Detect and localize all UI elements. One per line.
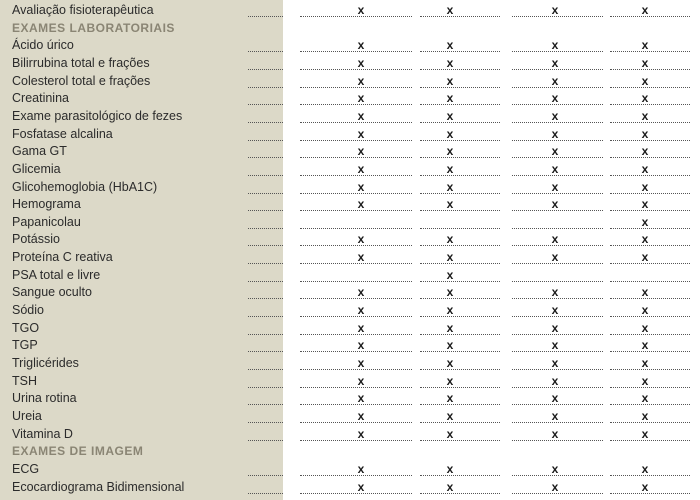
dotted-leader-line [248, 175, 283, 176]
dotted-leader-line [248, 263, 283, 264]
exam-name: Avaliação fisioterapêutica [12, 3, 154, 17]
check-mark-col-4: x [641, 232, 649, 247]
table-row [0, 178, 700, 196]
section-title: EXAMES LABORATORIAIS [12, 20, 175, 35]
check-mark-col-2: x [446, 267, 454, 282]
check-mark-col-4: x [641, 338, 649, 353]
check-mark-col-1: x [357, 197, 365, 212]
dotted-leader-line [420, 175, 500, 176]
check-mark-col-4: x [641, 73, 649, 88]
check-mark-col-1: x [357, 320, 365, 335]
dotted-leader-line [248, 140, 283, 141]
dotted-leader-line [420, 228, 500, 229]
dotted-leader-line [420, 404, 500, 405]
exam-name: Glicohemoglobia (HbA1C) [12, 179, 158, 194]
dotted-leader-line [420, 87, 500, 88]
exam-name: Glicemia [12, 161, 61, 176]
check-mark-col-3: x [551, 73, 559, 88]
exam-name: Bilirrubina total e frações [12, 55, 150, 70]
check-mark-col-1: x [357, 161, 365, 176]
check-mark-col-3: x [551, 479, 559, 494]
dotted-leader-line [248, 104, 283, 105]
check-mark-col-1: x [357, 55, 365, 70]
exam-name: Potássio [12, 232, 60, 247]
dotted-leader-line [248, 228, 283, 229]
section-header-row [0, 19, 700, 37]
check-mark-col-4: x [641, 426, 649, 441]
check-mark-col-2: x [446, 126, 454, 141]
check-mark-col-4: x [641, 461, 649, 476]
dotted-leader-line [420, 369, 500, 370]
table-row [0, 283, 700, 301]
table-row [0, 301, 700, 319]
table-row [0, 460, 700, 478]
check-mark-col-4: x [641, 214, 649, 229]
dotted-leader-line [420, 493, 500, 494]
dotted-leader-line [420, 157, 500, 158]
section-title: EXAMES DE IMAGEM [12, 444, 144, 459]
table-row [0, 319, 700, 337]
dotted-leader-line [300, 228, 412, 229]
dotted-leader-line [248, 157, 283, 158]
exam-name: TGO [12, 320, 40, 335]
check-mark-col-4: x [641, 320, 649, 335]
table-row [0, 36, 700, 54]
dotted-leader-line [420, 316, 500, 317]
check-mark-col-1: x [357, 479, 365, 494]
check-mark-col-2: x [446, 408, 454, 423]
dotted-leader-line [248, 316, 283, 317]
exam-name: Ácido úrico [12, 38, 74, 53]
check-mark-col-4: x [641, 179, 649, 194]
check-mark-col-3: x [551, 3, 559, 17]
check-mark-col-2: x [446, 320, 454, 335]
check-mark-col-4: x [641, 250, 649, 265]
exam-name: TSH [12, 373, 37, 388]
exam-name: Gama GT [12, 144, 67, 159]
check-mark-col-1: x [357, 38, 365, 53]
dotted-leader-line [248, 440, 283, 441]
check-mark-col-4: x [641, 126, 649, 141]
table-row [0, 125, 700, 143]
check-mark-col-4: x [641, 3, 649, 17]
check-mark-col-2: x [446, 3, 454, 17]
check-mark-col-1: x [357, 232, 365, 247]
dotted-leader-line [420, 475, 500, 476]
check-mark-col-2: x [446, 461, 454, 476]
exam-name: Sangue oculto [12, 285, 92, 300]
table-row [0, 1, 700, 19]
table-row [0, 142, 700, 160]
dotted-leader-line [248, 122, 283, 123]
check-mark-col-3: x [551, 232, 559, 247]
table-row [0, 89, 700, 107]
check-mark-col-4: x [641, 356, 649, 370]
dotted-leader-line [420, 51, 500, 52]
table-row [0, 389, 700, 407]
exam-name: Ureia [12, 408, 42, 423]
check-mark-col-3: x [551, 144, 559, 159]
check-mark-col-1: x [357, 144, 365, 159]
exam-name: Ecocardiograma Bidimensional [12, 479, 185, 494]
table-row [0, 372, 700, 390]
check-mark-col-3: x [551, 179, 559, 194]
table-row [0, 107, 700, 125]
check-mark-col-4: x [641, 303, 649, 318]
check-mark-col-1: x [357, 391, 365, 406]
check-mark-col-3: x [551, 338, 559, 353]
dotted-leader-line [420, 140, 500, 141]
dotted-leader-line [248, 281, 283, 282]
dotted-leader-line [248, 422, 283, 423]
table-row [0, 54, 700, 72]
section-header-row [0, 442, 700, 460]
check-mark-col-4: x [641, 373, 649, 388]
dotted-leader-line [248, 369, 283, 370]
check-mark-col-2: x [446, 232, 454, 247]
check-mark-col-1: x [357, 73, 365, 88]
dotted-leader-line [248, 387, 283, 388]
check-mark-col-3: x [551, 408, 559, 423]
check-mark-col-3: x [551, 197, 559, 212]
check-mark-col-3: x [551, 320, 559, 335]
dotted-leader-line [248, 210, 283, 211]
dotted-leader-line [248, 51, 283, 52]
exam-name: Colesterol total e frações [12, 73, 151, 88]
dotted-leader-line [420, 122, 500, 123]
dotted-leader-line [420, 69, 500, 70]
check-mark-col-2: x [446, 108, 454, 123]
check-mark-col-3: x [551, 373, 559, 388]
dotted-leader-line [512, 228, 603, 229]
check-mark-col-1: x [357, 373, 365, 388]
dotted-leader-line [248, 193, 283, 194]
table-row [0, 478, 700, 496]
exam-name: ECG [12, 461, 40, 476]
dotted-leader-line [420, 334, 500, 335]
check-mark-col-3: x [551, 303, 559, 318]
check-mark-col-2: x [446, 55, 454, 70]
check-mark-col-2: x [446, 356, 454, 370]
exam-name: Urina rotina [12, 391, 77, 406]
table-row [0, 160, 700, 178]
check-mark-col-3: x [551, 126, 559, 141]
check-mark-col-2: x [446, 303, 454, 318]
check-mark-col-1: x [357, 338, 365, 353]
exam-name: PSA total e livre [12, 267, 101, 282]
check-mark-col-1: x [357, 250, 365, 265]
table-row [0, 266, 700, 284]
exam-name: Proteína C reativa [12, 250, 113, 265]
check-mark-col-1: x [357, 356, 365, 370]
check-mark-col-1: x [357, 108, 365, 123]
check-mark-col-3: x [551, 55, 559, 70]
check-mark-col-3: x [551, 38, 559, 53]
check-mark-col-4: x [641, 161, 649, 176]
check-mark-col-2: x [446, 338, 454, 353]
table-row [0, 213, 700, 231]
check-mark-col-2: x [446, 197, 454, 212]
check-mark-col-1: x [357, 426, 365, 441]
check-mark-col-2: x [446, 391, 454, 406]
check-mark-col-4: x [641, 55, 649, 70]
dotted-leader-line [248, 298, 283, 299]
dotted-leader-line [512, 281, 603, 282]
check-mark-col-4: x [641, 108, 649, 123]
dotted-leader-line [248, 351, 283, 352]
dotted-leader-line [610, 281, 690, 282]
dotted-leader-line [300, 281, 412, 282]
check-mark-col-2: x [446, 73, 454, 88]
check-mark-col-3: x [551, 161, 559, 176]
check-mark-col-3: x [551, 91, 559, 106]
check-mark-col-4: x [641, 38, 649, 53]
dotted-leader-line [420, 16, 500, 17]
dotted-leader-line [248, 16, 283, 17]
check-mark-col-2: x [446, 144, 454, 159]
table-row [0, 336, 700, 354]
check-mark-col-1: x [357, 303, 365, 318]
check-mark-col-4: x [641, 408, 649, 423]
dotted-leader-line [420, 104, 500, 105]
check-mark-col-1: x [357, 3, 365, 17]
table-row [0, 425, 700, 443]
exam-name: Fosfatase alcalina [12, 126, 113, 141]
dotted-leader-line [248, 87, 283, 88]
exam-name: Vitamina D [12, 426, 73, 441]
check-mark-col-4: x [641, 197, 649, 212]
check-mark-col-3: x [551, 356, 559, 370]
dotted-leader-line [248, 404, 283, 405]
dotted-leader-line [420, 263, 500, 264]
exam-name: Papanicolau [12, 214, 81, 229]
check-mark-col-3: x [551, 426, 559, 441]
dotted-leader-line [420, 387, 500, 388]
check-mark-col-3: x [551, 391, 559, 406]
check-mark-col-3: x [551, 108, 559, 123]
check-mark-col-4: x [641, 144, 649, 159]
check-mark-col-1: x [357, 461, 365, 476]
dotted-leader-line [420, 298, 500, 299]
check-mark-col-3: x [551, 461, 559, 476]
exam-name: Exame parasitológico de fezes [12, 108, 183, 123]
check-mark-col-2: x [446, 426, 454, 441]
dotted-leader-line [420, 440, 500, 441]
check-mark-col-1: x [357, 179, 365, 194]
table-row [0, 195, 700, 213]
exam-name: Triglicérides [12, 356, 79, 370]
table-row [0, 72, 700, 90]
check-mark-col-1: x [357, 126, 365, 141]
table-row [0, 354, 700, 372]
dotted-leader-line [248, 493, 283, 494]
check-mark-col-4: x [641, 479, 649, 494]
dotted-leader-line [248, 475, 283, 476]
exam-name: Hemograma [12, 197, 81, 212]
check-mark-col-2: x [446, 373, 454, 388]
exam-name: TGP [12, 338, 38, 353]
dotted-leader-line [420, 193, 500, 194]
check-mark-col-2: x [446, 38, 454, 53]
dotted-leader-line [248, 245, 283, 246]
check-mark-col-2: x [446, 285, 454, 300]
check-mark-col-4: x [641, 285, 649, 300]
check-mark-col-2: x [446, 479, 454, 494]
dotted-leader-line [420, 422, 500, 423]
table-row [0, 230, 700, 248]
table-row [0, 407, 700, 425]
dotted-leader-line [420, 281, 500, 282]
exam-name: Sódio [12, 303, 44, 318]
dotted-leader-line [420, 245, 500, 246]
check-mark-col-2: x [446, 161, 454, 176]
dotted-leader-line [420, 210, 500, 211]
check-mark-col-2: x [446, 250, 454, 265]
dotted-leader-line [248, 69, 283, 70]
check-mark-col-2: x [446, 179, 454, 194]
check-mark-col-4: x [641, 391, 649, 406]
check-mark-col-2: x [446, 91, 454, 106]
check-mark-col-1: x [357, 91, 365, 106]
check-mark-col-1: x [357, 285, 365, 300]
check-mark-col-3: x [551, 285, 559, 300]
dotted-leader-line [248, 334, 283, 335]
dotted-leader-line [420, 351, 500, 352]
check-mark-col-1: x [357, 408, 365, 423]
check-mark-col-3: x [551, 250, 559, 265]
exam-name: Creatinina [12, 91, 69, 106]
table-row [0, 248, 700, 266]
check-mark-col-4: x [641, 91, 649, 106]
